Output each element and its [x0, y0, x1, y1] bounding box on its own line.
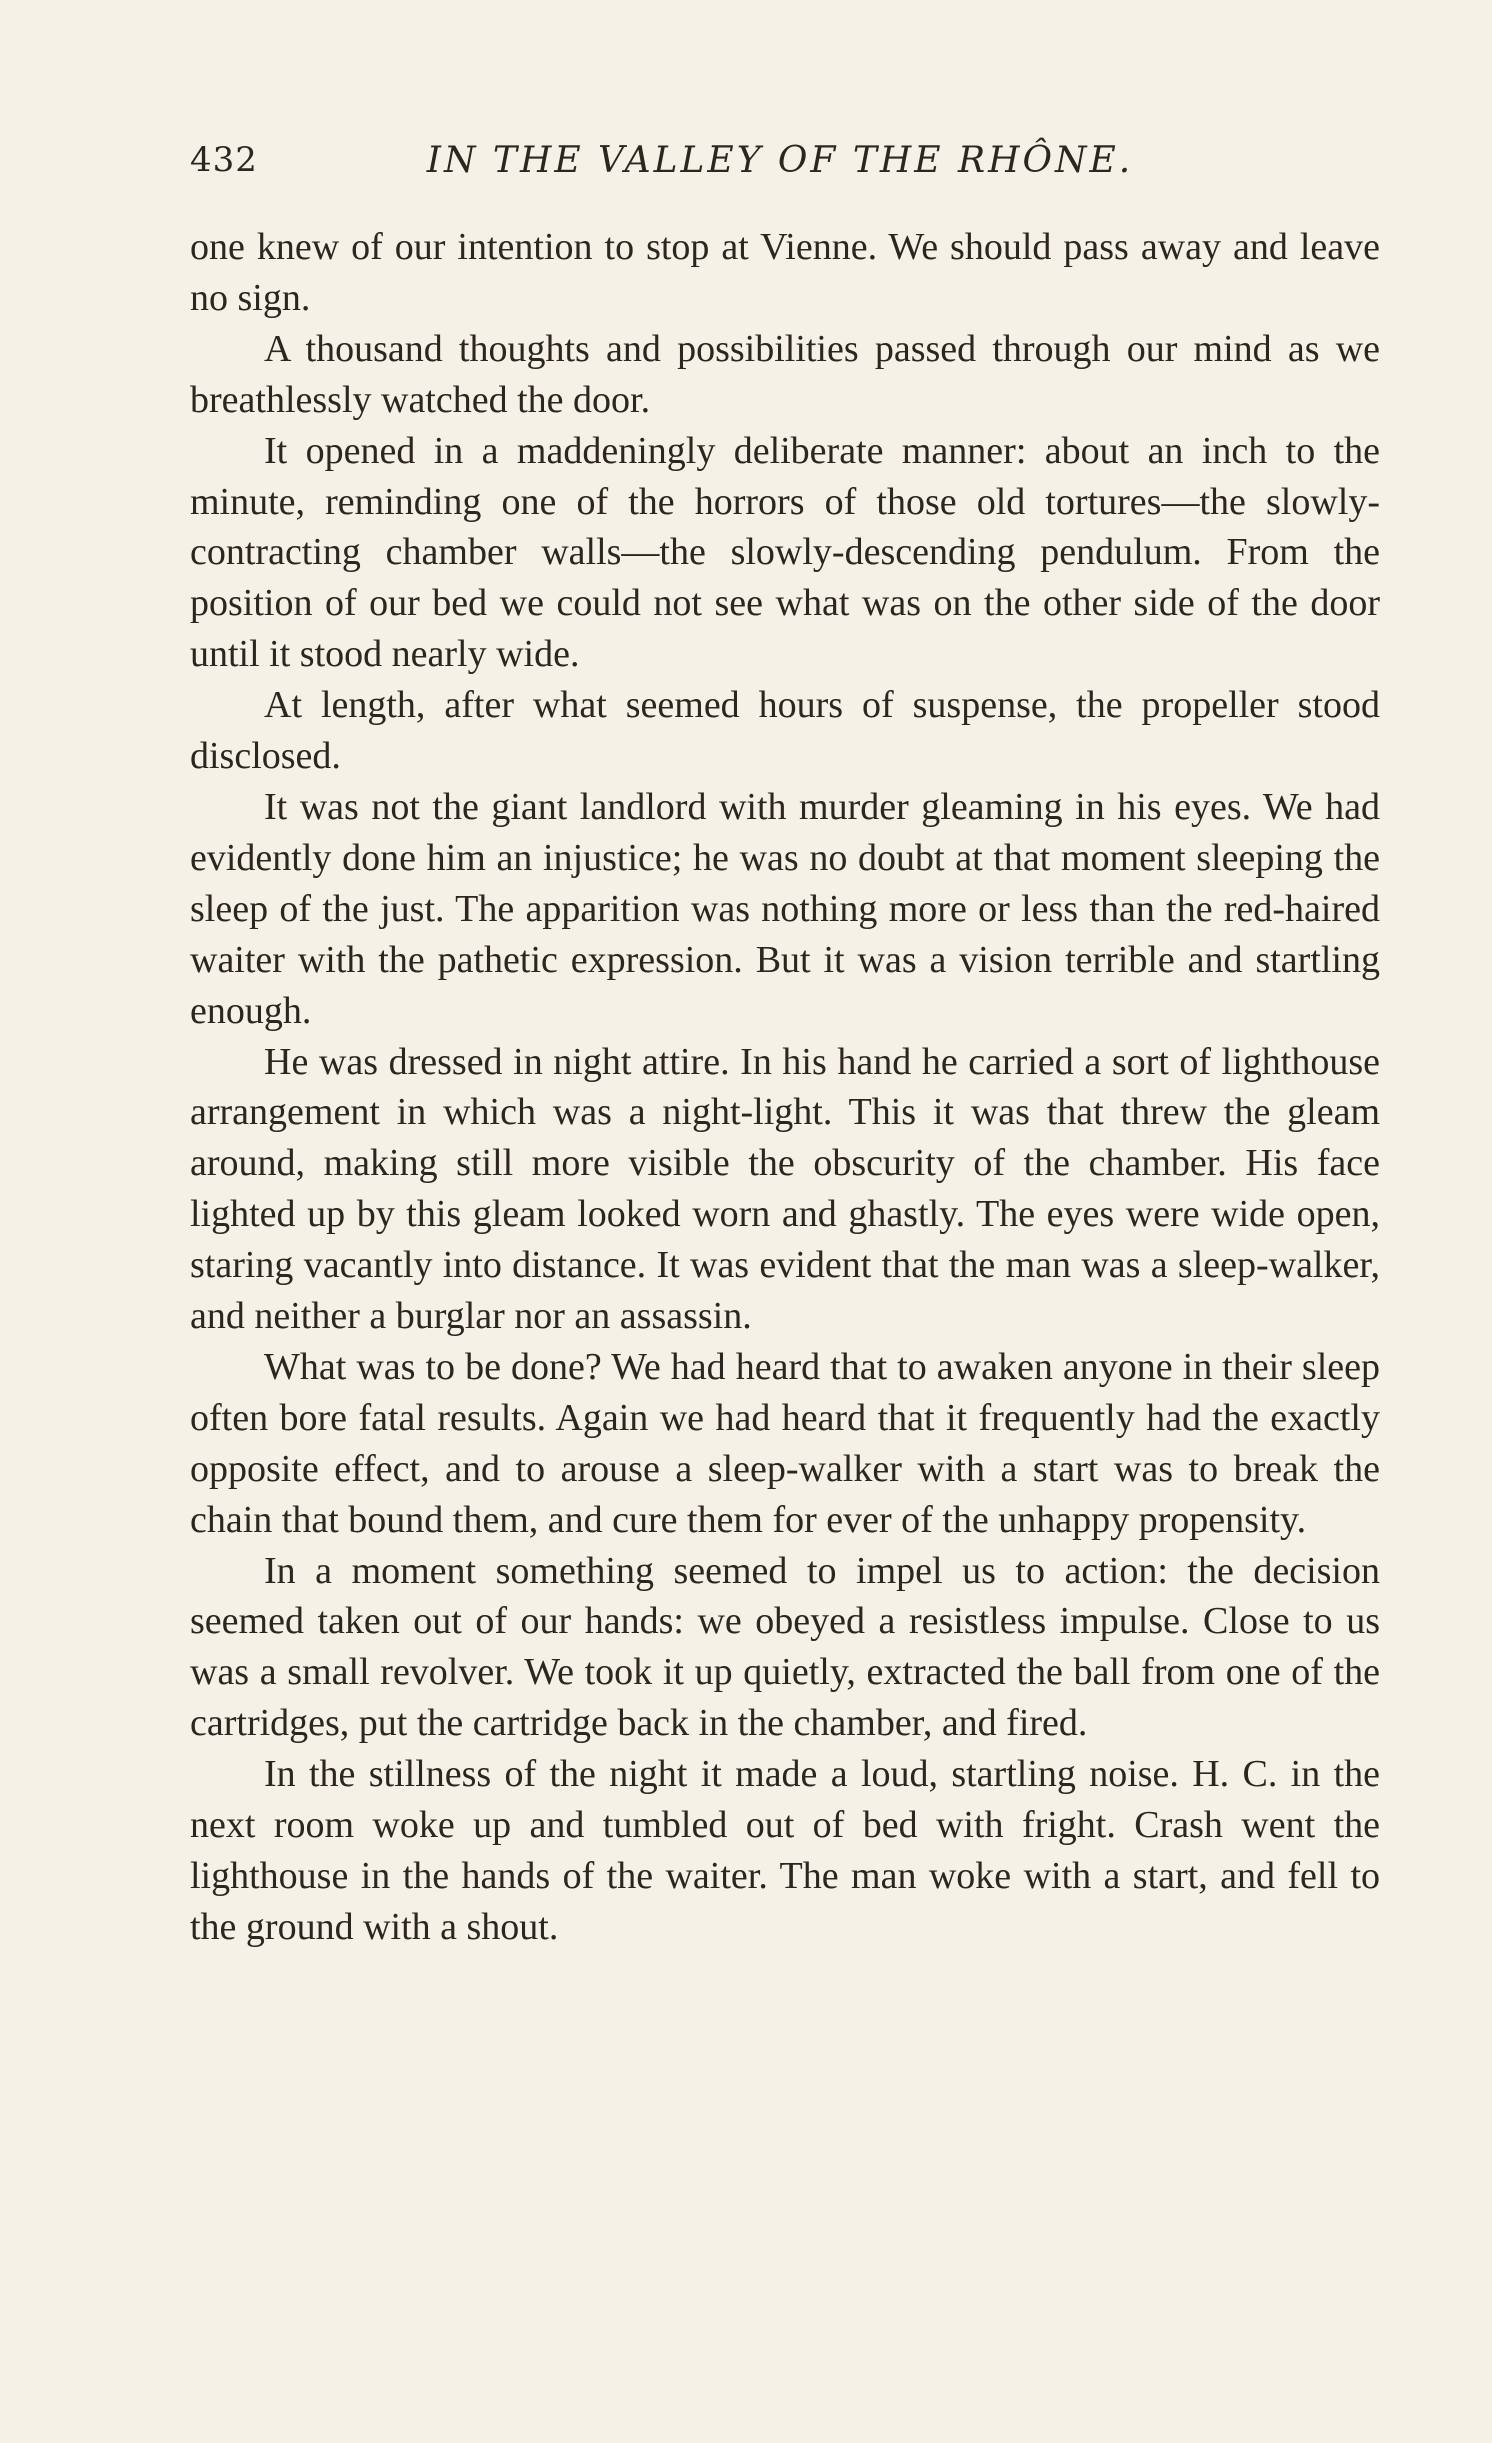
paragraph-night-attire: He was dressed in night attire. In his hand he carried a sort of lighthouse arrangement in which was a night-light. This it was that threw the gleam around, making still more visible the obscurity of the chamber. His face lighted up by this gleam looked worn and ghastly. The eyes were wide open, staring vacantly into distance. It was evident that the man was a sleep-walker, and neither a burglar nor an assassin.	[190, 1040, 1380, 1338]
paragraph-stillness: In the stillness of the night it made a loud, startling noise. H. C. in the next room woke up and tumbled out of bed with fright. Crash went the lighthouse in the hands of the waiter. The man woke with a start, and fell to the ground with a shout.	[190, 1753, 1380, 1948]
page-number: 432	[190, 140, 258, 180]
body-text	[190, 222, 1380, 1953]
paragraph-action: In a moment something seemed to impel us to action: the decision seemed taken out of our hands: we obeyed a resistless impulse. Close to us was a small revolver. We took it up quietly, extracted the ball from one of the cartridges, put the cartridge back in the chamber, and fired.	[190, 1549, 1380, 1745]
paragraph-thoughts: A thousand thoughts and possibilities passed through our mind as we breathlessly watched the door.	[190, 327, 1380, 421]
running-head	[190, 140, 1370, 190]
paragraph-what-to-do: What was to be done? We had heard that to awaken anyone in their sleep often bore fatal results. Again we had heard that it frequently had the exactly opposite effect, and to arouse a sleep-walker with a start was to break the chain that bound them, and cure them for ever of the unhappy propensity.	[190, 1345, 1380, 1541]
paragraph-door-opens: It opened in a maddeningly deliberate manner: about an inch to the minute, reminding one of the horrors of those old tortures—the slowly-contracting chamber walls—the slowly-descending pendulum. From the position of our bed we could not see what was on the other side of the door until it stood nearly wide.	[190, 429, 1380, 676]
paragraph-continued: one knew of our intention to stop at Vienne. We should pass away and leave no sign.	[190, 226, 1380, 319]
paragraph-propeller: At length, after what seemed hours of suspense, the propeller stood disclosed.	[190, 684, 1380, 778]
running-title: IN THE VALLEY OF THE RHÔNE.	[426, 140, 1134, 181]
paragraph-apparition: It was not the giant landlord with murder gleaming in his eyes. We had evidently done him an injustice; he was no doubt at that moment sleeping the sleep of the just. The apparition was nothing more or less than the red-haired waiter with the pathetic expression. But it was a vision terrible and startling enough.	[190, 785, 1380, 1032]
